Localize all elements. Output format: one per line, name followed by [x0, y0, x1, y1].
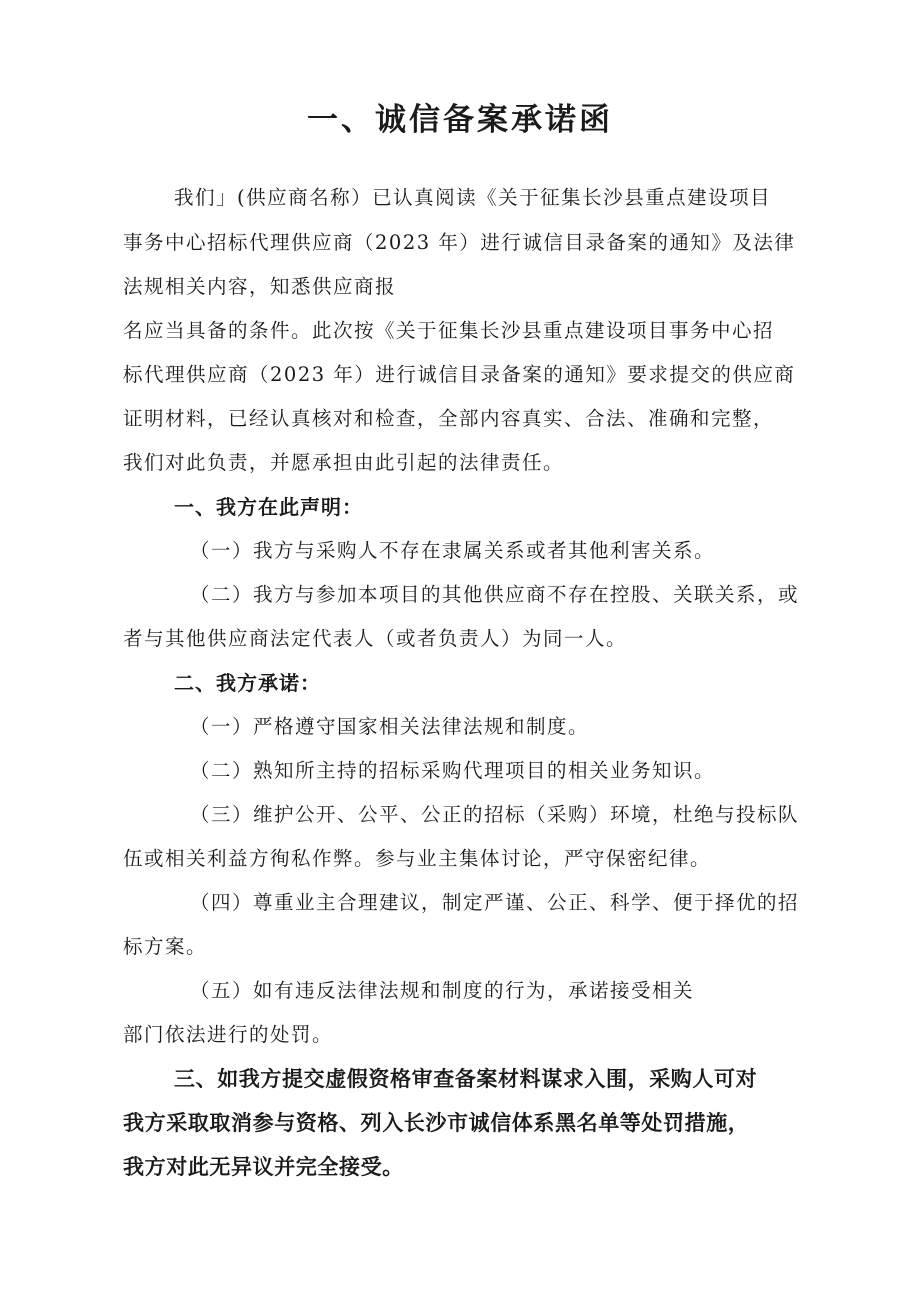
declaration-item-2-line-2: 者与其他供应商法定代表人（或者负责人）为同一人。 — [123, 627, 628, 650]
document-title: 一、诚信备案承诺函 — [307, 102, 613, 138]
section-three-line-3: 我方对此无异议并完全接受。 — [123, 1155, 404, 1179]
commitment-item-5-line-2: 部门依法进行的处罚。 — [123, 1023, 334, 1046]
commitment-item-4-line-1: （四）尊重业主合理建议，制定严谨、公正、科学、便于择优的招 — [190, 891, 800, 914]
commitment-item-4-line-2: 标方案。 — [123, 935, 208, 958]
section-three-line-1: 三、如我方提交虚假资格审查备案材料谋求入围，采购人可对 — [174, 1067, 758, 1091]
intro-line-5: 标代理供应商（2023 年）进行诚信目录备案的通知》要求提交的供应商 — [123, 363, 796, 386]
section-three-line-2: 我方采取取消参与资格、列入长沙市诚信体系黑名单等处罚措施， — [123, 1111, 750, 1135]
intro-line-1: 我们」(供应商名称）已认真阅读《关于征集长沙县重点建设项目 — [174, 186, 772, 209]
section-heading-declaration: 一、我方在此声明： — [174, 495, 363, 519]
intro-line-4: 名应当具备的条件。此次按《关于征集长沙县重点建设项目事务中心招 — [123, 319, 775, 342]
commitment-item-3-line-1: （三）维护公开、公平、公正的招标（采购）环境，杜绝与投标队 — [190, 803, 800, 826]
intro-line-2: 事务中心招标代理供应商（2023 年）进行诚信目录备案的通知》及法律 — [123, 231, 796, 254]
intro-line-3: 法规相关内容，知悉供应商报 — [123, 275, 397, 298]
intro-line-6: 证明材料，已经认真核对和检查，全部内容真实、合法、准确和完整， — [123, 407, 775, 430]
declaration-item-1: （一）我方与采购人不存在隶属关系或者其他利害关系。 — [190, 539, 716, 562]
declaration-item-2-line-1: （二）我方与参加本项目的其他供应商不存在控股、关联关系，或 — [190, 583, 800, 606]
commitment-item-2: （二）熟知所主持的招标采购代理项目的相关业务知识。 — [190, 759, 716, 782]
commitment-item-5-line-1: （五）如有违反法律法规和制度的行为，承诺接受相关 — [190, 979, 695, 1002]
intro-line-7: 我们对此负责，并愿承担由此引起的法律责任。 — [123, 451, 565, 474]
section-heading-commitment: 二、我方承诺： — [174, 671, 321, 695]
commitment-item-1: （一）严格遵守国家相关法律法规和制度。 — [190, 715, 590, 738]
commitment-item-3-line-2: 伍或相关利益方徇私作弊。参与业主集体讨论，严守保密纪律。 — [123, 847, 712, 870]
